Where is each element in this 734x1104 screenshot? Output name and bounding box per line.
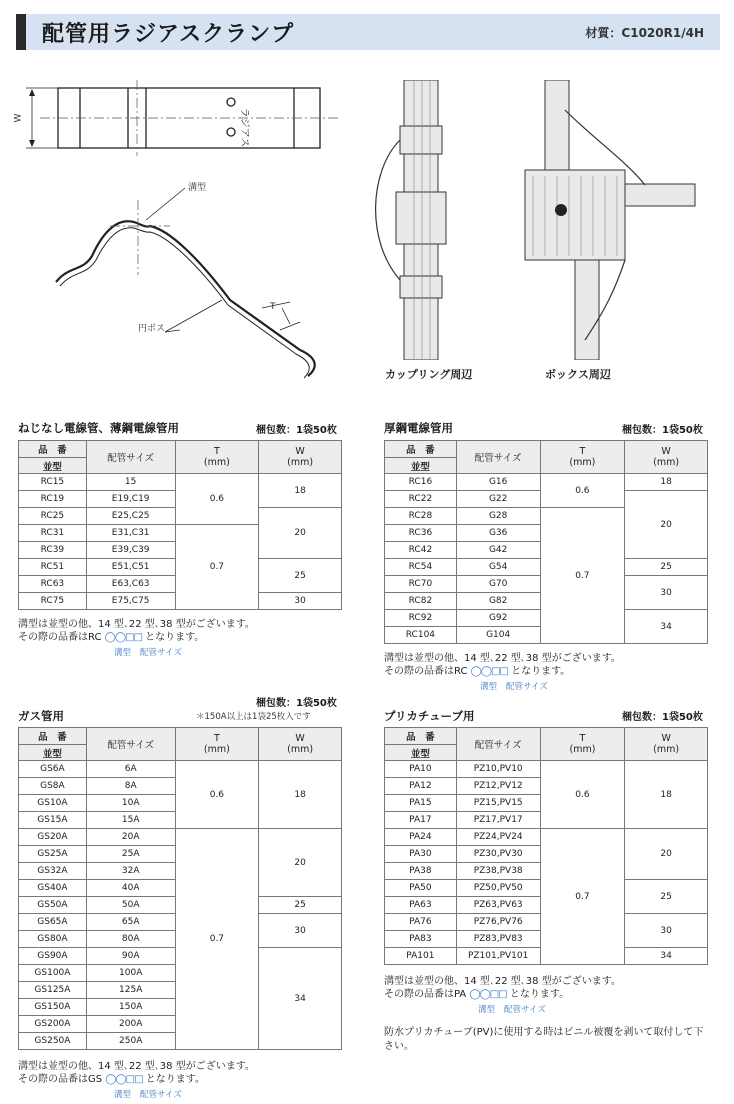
table-row: GS65A 65A 30 [19, 914, 342, 931]
table-row: RC25 E25,C25 20 [19, 508, 342, 525]
page-title: 配管用ラジアスクランプ [42, 22, 295, 47]
pv-note: 防水プリカチューブ(PV)に使用する時はビニル被覆を剥いて取付して下さい。 [384, 1027, 704, 1052]
table-row: PA15 PZ15,PV15 [385, 795, 708, 812]
table-row: RC82 G82 [385, 593, 708, 610]
col-w: W (mm) [259, 441, 342, 474]
table-row: RC19 E19,C19 [19, 491, 342, 508]
table-row: RC28 G28 0.7 [385, 508, 708, 525]
pa-table-title: プリカチューブ用 [384, 709, 475, 723]
rg-pack-count: 梱包数：1袋50枚 [622, 425, 703, 436]
table-row: RC15 15 0.6 18 [19, 474, 342, 491]
pa-sub-size: 配管サイズ [504, 1005, 546, 1015]
table-row: GS125A 125A [19, 982, 342, 999]
col-t: T (mm) [175, 441, 259, 474]
gs-pack-count: 梱包数：1袋50枚 [256, 698, 337, 709]
col-part: 品 番 [385, 441, 457, 458]
table-row: RC39 E39,C39 [19, 542, 342, 559]
col-part: 品 番 [385, 728, 457, 745]
w-dimension-label: W [13, 113, 24, 123]
rc-sub-size: 配管サイズ [140, 648, 182, 658]
table-row: RC75 E75,C75 30 [19, 593, 342, 610]
pa-sub-groove: 溝型 [478, 1005, 496, 1015]
col-t: T (mm) [540, 728, 625, 761]
table-row: PA101 PZ101,PV101 34 [385, 948, 708, 965]
table-row: GS200A 200A [19, 1016, 342, 1033]
table-row: PA17 PZ17,PV17 [385, 812, 708, 829]
table-row: RC70 G70 30 [385, 576, 708, 593]
table-row: GS15A 15A [19, 812, 342, 829]
gs-sub-size: 配管サイズ [140, 1090, 182, 1100]
table-row: GS80A 80A [19, 931, 342, 948]
table-row: PA10 PZ10,PV10 0.6 18 [385, 761, 708, 778]
table-row: PA30 PZ30,PV30 [385, 846, 708, 863]
col-t: T (mm) [175, 728, 259, 761]
rg-sub-groove: 溝型 [480, 682, 498, 692]
table-row: GS10A 10A [19, 795, 342, 812]
col-part-sub: 並型 [19, 458, 87, 474]
col-part: 品 番 [19, 441, 87, 458]
radius-label: ラジアス [238, 107, 250, 148]
coupling-illustration [370, 80, 480, 360]
table-row: PA38 PZ38,PV38 [385, 863, 708, 880]
boss-label: 円ボス [138, 324, 166, 334]
rc-table-title: ねじなし電線管、薄鋼電線管用 [18, 421, 179, 435]
table-row: GS250A 250A [19, 1033, 342, 1050]
table-row: GS100A 100A [19, 965, 342, 982]
table-row: RC63 E63,C63 [19, 576, 342, 593]
col-t: T (mm) [540, 441, 625, 474]
rc-note: 溝型は並型の他、14 型､22 型､38 型がございます。 その際の品番はRC ◯◯□□ となります。 [18, 619, 255, 643]
table-row: GS40A 40A [19, 880, 342, 897]
rc-spec-table [18, 440, 342, 610]
rg-note: 溝型は並型の他、14 型､22 型､38 型がございます。 その際の品番はRC ◯◯□□ となります。 [384, 653, 621, 677]
table-row: RC104 G104 [385, 627, 708, 644]
table-row: PA24 PZ24,PV24 0.7 20 [385, 829, 708, 846]
table-row: PA12 PZ12,PV12 [385, 778, 708, 795]
box-caption: ボックス周辺 [545, 368, 611, 381]
table-row: RC51 E51,C51 25 [19, 559, 342, 576]
table-row: RC54 G54 25 [385, 559, 708, 576]
rg-spec-table [384, 440, 708, 644]
rc-sub-groove: 溝型 [114, 648, 132, 658]
table-row: PA83 PZ83,PV83 [385, 931, 708, 948]
rc-pack-count: 梱包数：1袋50枚 [256, 425, 337, 436]
col-w: W (mm) [625, 728, 708, 761]
clamp-technical-drawing [0, 60, 360, 380]
table-row: GS90A 90A 34 [19, 948, 342, 965]
material-spec: 材質：C1020R1/4H [585, 26, 704, 40]
table-row: PA50 PZ50,PV50 25 [385, 880, 708, 897]
table-row: GS32A 32A [19, 863, 342, 880]
t-dimension-label: T [270, 302, 276, 312]
table-row: PA76 PZ76,PV76 30 [385, 914, 708, 931]
pa-note: 溝型は並型の他、14 型､22 型､38 型がございます。 その際の品番はPA ◯◯□□ となります。 [384, 976, 621, 1000]
col-part: 品 番 [19, 728, 87, 745]
table-row: RC36 G36 [385, 525, 708, 542]
coupling-caption: カップリング周辺 [385, 368, 473, 381]
col-size: 配管サイズ [86, 728, 175, 761]
table-row: GS8A 8A [19, 778, 342, 795]
col-part-sub: 並型 [385, 745, 457, 761]
table-row: GS150A 150A [19, 999, 342, 1016]
col-part-sub: 並型 [19, 745, 87, 761]
gs-pack-note: ＊150A以上は1袋25枚入です [196, 712, 311, 722]
gs-table-title: ガス管用 [18, 709, 64, 723]
table-row: PA63 PZ63,PV63 [385, 897, 708, 914]
table-row: GS50A 50A 25 [19, 897, 342, 914]
table-row: RC92 G92 34 [385, 610, 708, 627]
gs-spec-table [18, 727, 342, 1050]
col-w: W (mm) [259, 728, 342, 761]
col-size: 配管サイズ [456, 441, 540, 474]
rg-table-title: 厚鋼電線管用 [384, 421, 453, 435]
table-row: GS6A 6A 0.6 18 [19, 761, 342, 778]
gs-note: 溝型は並型の他、14 型､22 型､38 型がございます。 その際の品番はGS ◯◯□□ となります。 [18, 1061, 255, 1085]
rg-sub-size: 配管サイズ [506, 682, 548, 692]
col-w: W (mm) [625, 441, 708, 474]
table-row: RC22 G22 20 [385, 491, 708, 508]
table-row: GS25A 25A [19, 846, 342, 863]
groove-label: 溝型 [188, 183, 207, 193]
table-row: RC31 E31,C31 0.7 [19, 525, 342, 542]
col-size: 配管サイズ [86, 441, 175, 474]
pa-spec-table [384, 727, 708, 965]
box-illustration [515, 80, 715, 360]
table-row: RC16 G16 0.6 18 [385, 474, 708, 491]
col-size: 配管サイズ [456, 728, 540, 761]
table-row: GS20A 20A 0.7 20 [19, 829, 342, 846]
gs-sub-groove: 溝型 [114, 1090, 132, 1100]
title-bar [16, 14, 720, 50]
pa-pack-count: 梱包数：1袋50枚 [622, 712, 703, 723]
col-part-sub: 並型 [385, 458, 457, 474]
table-row: RC42 G42 [385, 542, 708, 559]
